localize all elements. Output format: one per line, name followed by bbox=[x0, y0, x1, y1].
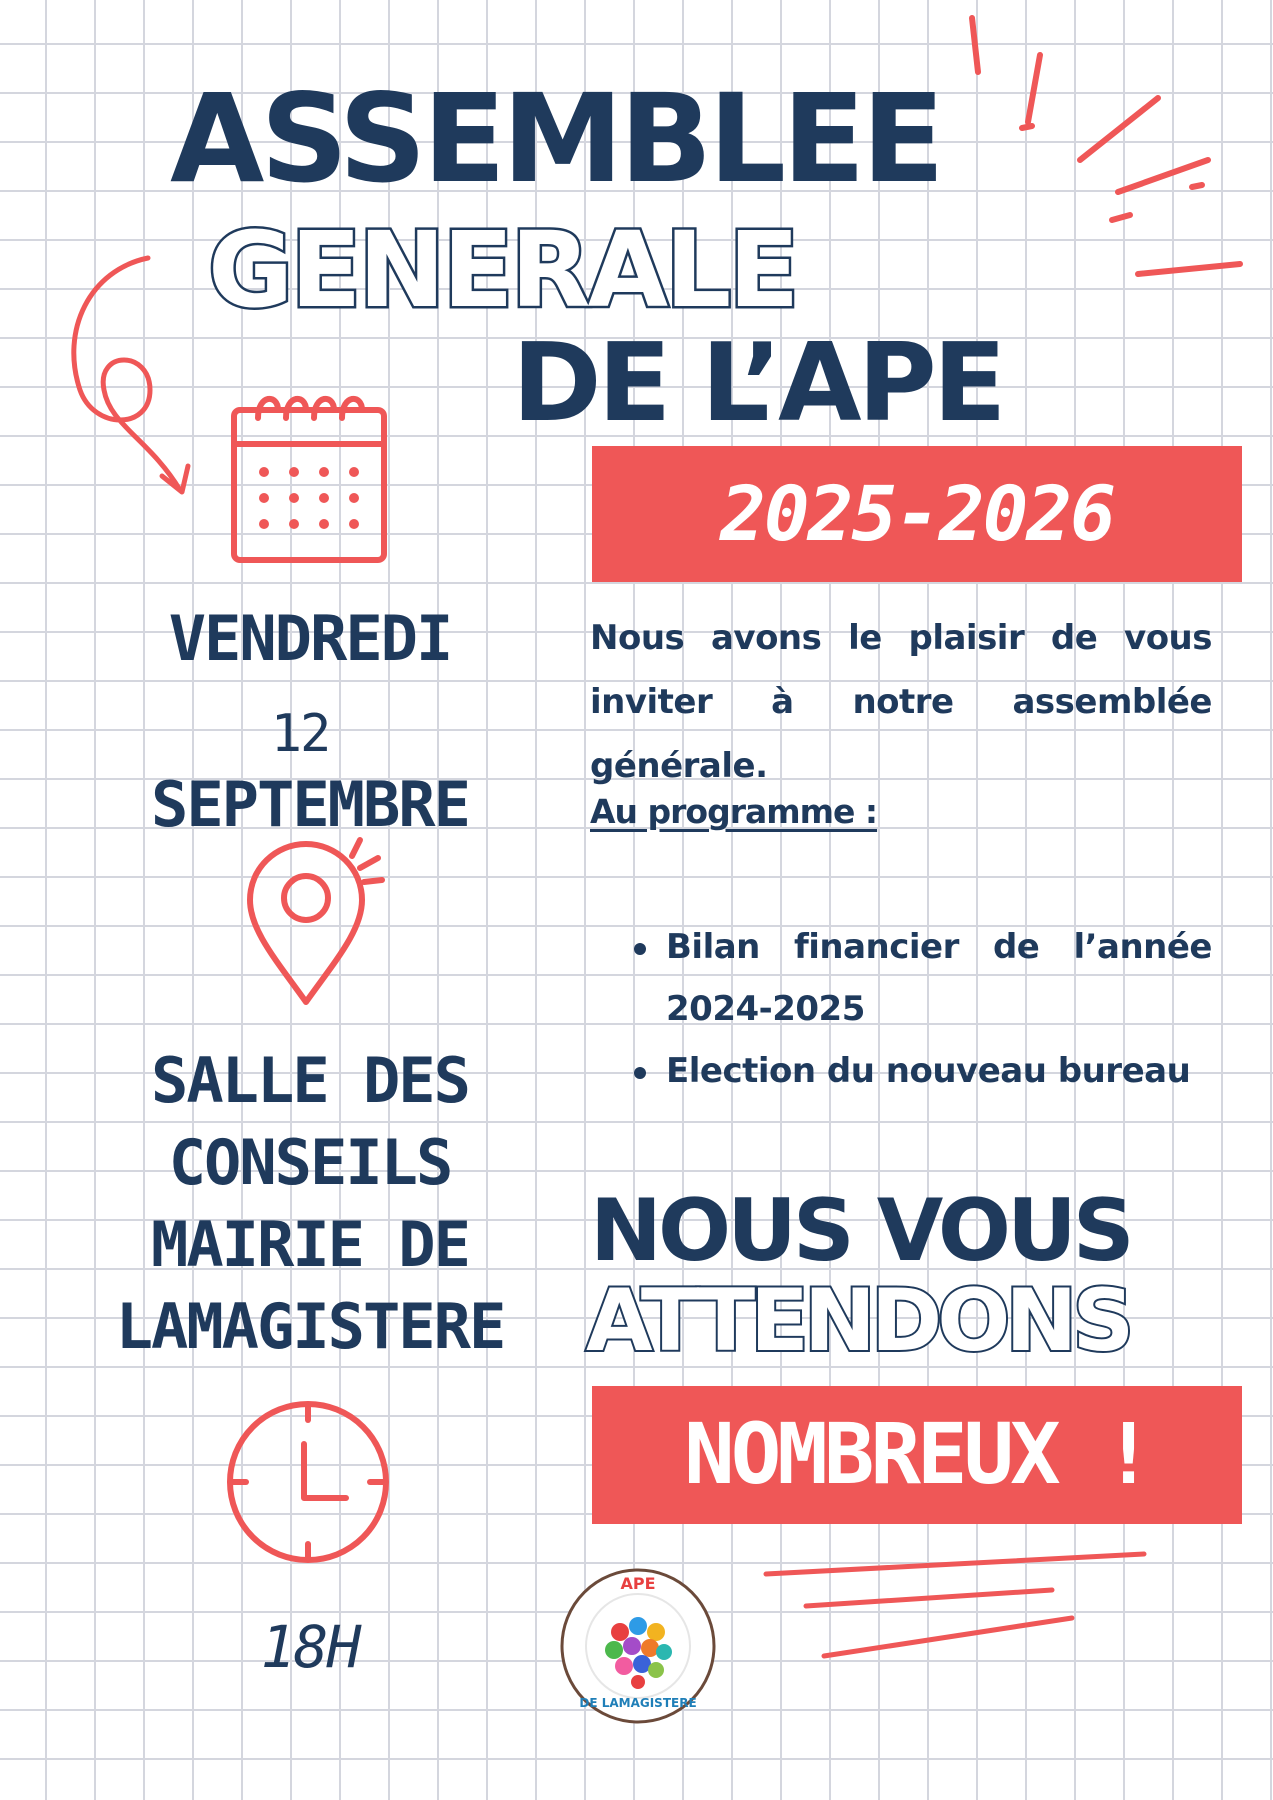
ape-logo bbox=[558, 1566, 718, 1726]
list-item bbox=[632, 1040, 1212, 1102]
venue-line-4: LAMAGISTERE bbox=[115, 1290, 505, 1363]
venue-line-1: SALLE DES bbox=[151, 1044, 469, 1117]
title-line-3: DE L’APE bbox=[512, 321, 1003, 446]
venue-line-2: CONSEILS bbox=[168, 1126, 452, 1199]
list-item bbox=[632, 916, 1212, 1040]
logo-bottom-text: DE LAMAGISTERE bbox=[579, 1696, 697, 1710]
burst-lines-icon bbox=[960, 10, 1260, 280]
event-date-number: 12 bbox=[270, 704, 330, 764]
curly-arrow-icon bbox=[50, 240, 230, 510]
closing-line-2: ATTENDONS bbox=[586, 1271, 1130, 1371]
venue-line-3: MAIRIE DE bbox=[151, 1208, 469, 1281]
event-time: 18H bbox=[260, 1613, 360, 1681]
program-list bbox=[632, 916, 1212, 1102]
program-item-1-line-1: Bilan financier de l’année bbox=[666, 927, 1212, 967]
program-item-1-line-2: 2024-2025 bbox=[666, 989, 865, 1029]
closing-line-1: NOUS VOUS bbox=[590, 1181, 1131, 1281]
logo-top-text: APE bbox=[620, 1574, 656, 1593]
invitation-line-2: inviter à notre assemblée générale. bbox=[590, 682, 1212, 786]
title-line-2: GENERALE bbox=[208, 209, 797, 331]
year-text: 2025-2026 bbox=[720, 469, 1114, 558]
location-pin-icon bbox=[236, 830, 386, 1010]
decorative-lines-icon bbox=[760, 1536, 1160, 1666]
calendar-icon bbox=[220, 388, 400, 568]
event-month: SEPTEMBRE bbox=[151, 768, 469, 841]
title-line-1: ASSEMBLEE bbox=[170, 68, 941, 210]
program-heading: Au programme : bbox=[590, 792, 878, 831]
event-day: VENDREDI bbox=[168, 602, 452, 675]
closing-line-3: NOMBREUX ! bbox=[684, 1405, 1150, 1503]
program-item-2-line-1: Election du nouveau bureau bbox=[666, 1051, 1191, 1091]
invitation-line-1: Nous avons le plaisir de vous bbox=[590, 618, 1212, 658]
clock-icon bbox=[218, 1392, 398, 1572]
invitation-text bbox=[590, 606, 1212, 798]
